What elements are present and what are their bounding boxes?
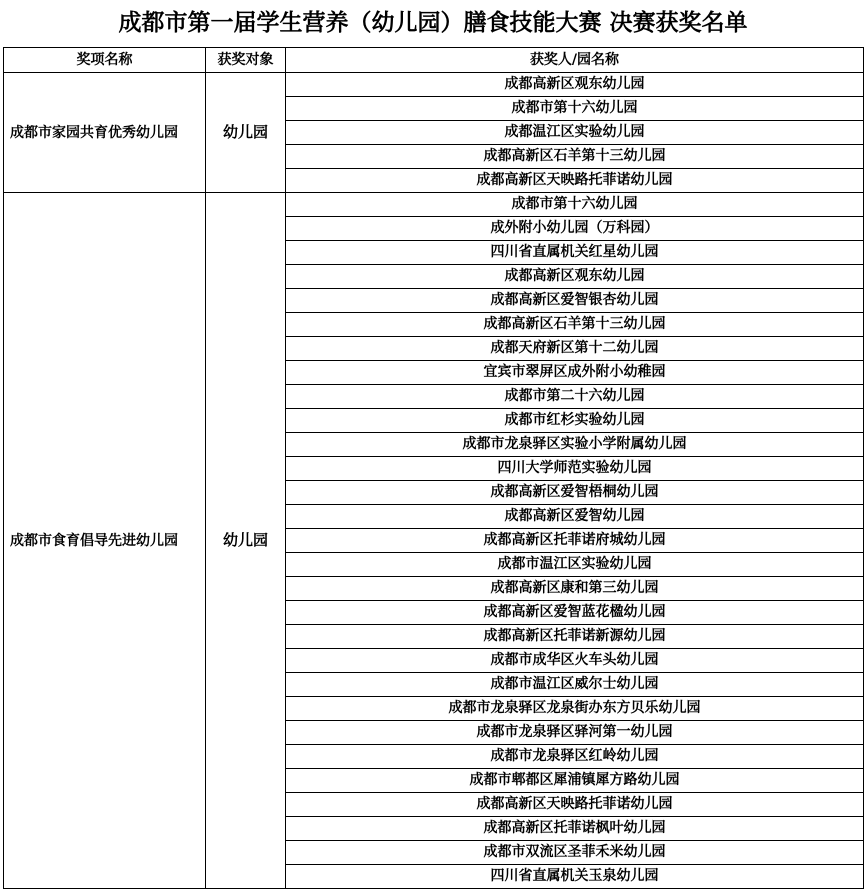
winner-cell: 成都高新区托菲诺新源幼儿园 (286, 625, 864, 649)
winner-cell: 四川省直属机关玉泉幼儿园 (286, 865, 864, 889)
header-award: 奖项名称 (4, 48, 206, 73)
winner-cell: 成都市龙泉驿区驿河第一幼儿园 (286, 721, 864, 745)
winner-cell: 成都市龙泉驿区龙泉街办东方贝乐幼儿园 (286, 697, 864, 721)
page-title: 成都市第一届学生营养（幼儿园）膳食技能大赛 决赛获奖名单 (118, 9, 748, 36)
winner-cell: 成都市第二十六幼儿园 (286, 385, 864, 409)
winner-cell: 成都高新区石羊第十三幼儿园 (286, 313, 864, 337)
winner-cell: 成都市郫都区犀浦镇犀方路幼儿园 (286, 769, 864, 793)
winner-cell: 宜宾市翠屏区成外附小幼稚园 (286, 361, 864, 385)
awards-table (3, 47, 864, 889)
table-row (4, 193, 864, 217)
winner-cell: 成都高新区观东幼儿园 (286, 265, 864, 289)
winner-cell: 成都市龙泉驿区实验小学附属幼儿园 (286, 433, 864, 457)
winner-cell: 成外附小幼儿园（万科园） (286, 217, 864, 241)
winner-cell: 成都市温江区威尔士幼儿园 (286, 673, 864, 697)
winner-cell: 成都市成华区火车头幼儿园 (286, 649, 864, 673)
winner-cell: 四川省直属机关红星幼儿园 (286, 241, 864, 265)
winner-cell: 成都温江区实验幼儿园 (286, 121, 864, 145)
winner-cell: 成都高新区托菲诺枫叶幼儿园 (286, 817, 864, 841)
winner-cell: 四川大学师范实验幼儿园 (286, 457, 864, 481)
awards-body (4, 73, 864, 889)
header-winner: 获奖人/园名称 (286, 48, 864, 73)
winner-cell: 成都高新区爱智蓝花楹幼儿园 (286, 601, 864, 625)
award-name-cell: 成都市食育倡导先进幼儿园 (4, 193, 206, 889)
winner-cell: 成都市第十六幼儿园 (286, 97, 864, 121)
winner-cell: 成都市双流区圣菲禾米幼儿园 (286, 841, 864, 865)
winner-cell: 成都市红杉实验幼儿园 (286, 409, 864, 433)
winner-cell: 成都天府新区第十二幼儿园 (286, 337, 864, 361)
winner-cell: 成都高新区托菲诺府城幼儿园 (286, 529, 864, 553)
winner-cell: 成都市第十六幼儿园 (286, 193, 864, 217)
header-target: 获奖对象 (206, 48, 286, 73)
award-target-cell: 幼儿园 (206, 193, 286, 889)
header-row (4, 48, 864, 73)
award-target-cell: 幼儿园 (206, 73, 286, 193)
winner-cell: 成都高新区观东幼儿园 (286, 73, 864, 97)
table-row (4, 73, 864, 97)
winner-cell: 成都高新区天映路托菲诺幼儿园 (286, 169, 864, 193)
winner-cell: 成都高新区爱智银杏幼儿园 (286, 289, 864, 313)
winner-cell: 成都高新区康和第三幼儿园 (286, 577, 864, 601)
winner-cell: 成都高新区爱智幼儿园 (286, 505, 864, 529)
winner-cell: 成都市温江区实验幼儿园 (286, 553, 864, 577)
winner-cell: 成都高新区石羊第十三幼儿园 (286, 145, 864, 169)
winner-cell: 成都高新区爱智梧桐幼儿园 (286, 481, 864, 505)
award-name-cell: 成都市家园共育优秀幼儿园 (4, 73, 206, 193)
winner-cell: 成都市龙泉驿区红岭幼儿园 (286, 745, 864, 769)
winner-cell: 成都高新区天映路托菲诺幼儿园 (286, 793, 864, 817)
